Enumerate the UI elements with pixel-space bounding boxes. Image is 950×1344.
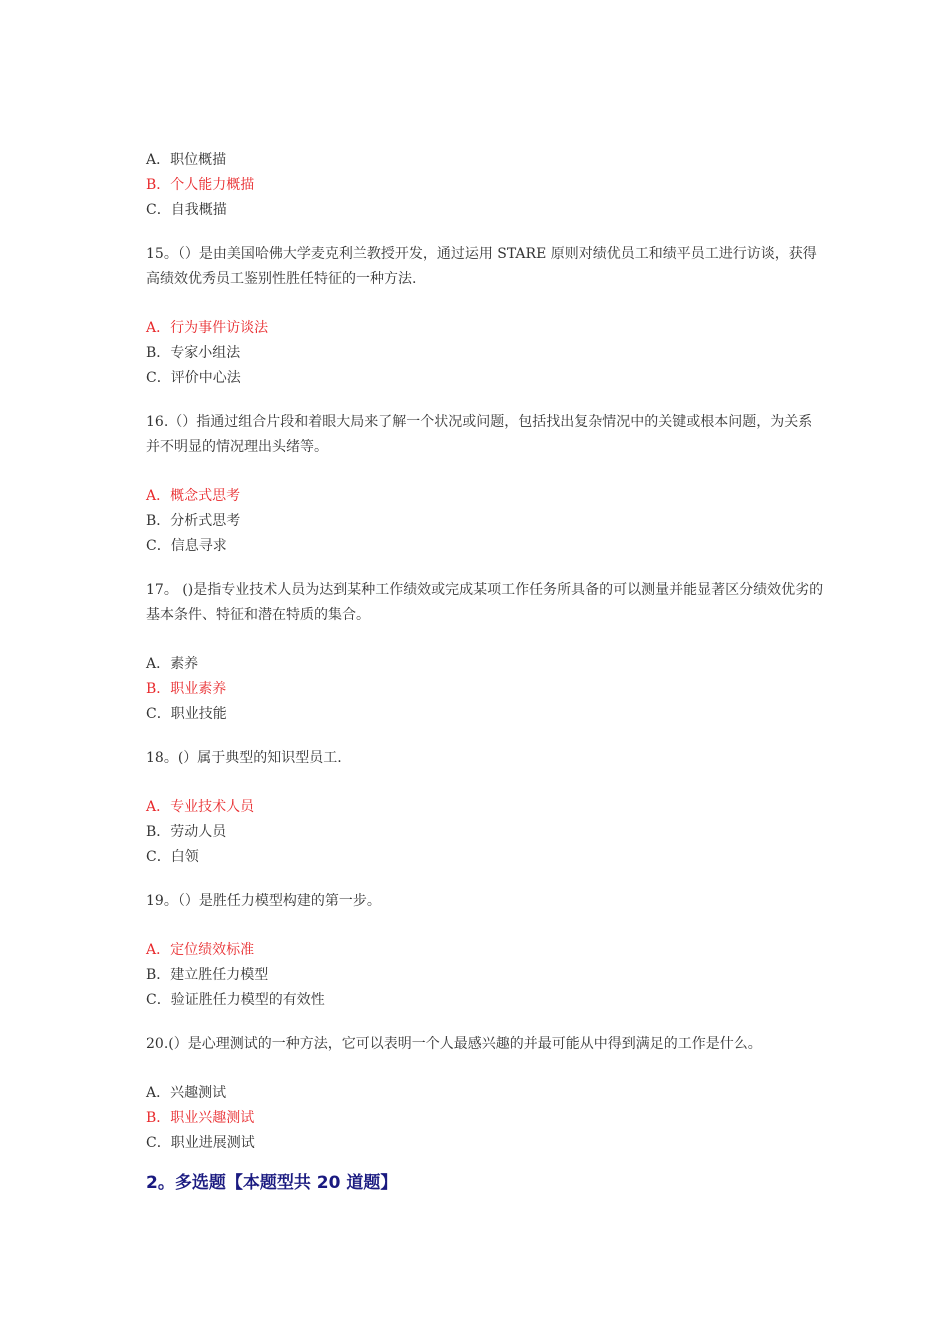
question-17 — [146, 578, 826, 727]
option-b-correct: B．职业素养 — [146, 681, 227, 697]
question-14-options — [146, 148, 826, 223]
question-list — [146, 148, 826, 1196]
question-16 — [146, 410, 826, 559]
option-b: B．建立胜任力模型 — [146, 967, 269, 983]
option-c: C．职业技能 — [146, 706, 227, 722]
option-a: A．兴趣测试 — [146, 1085, 227, 1101]
question-text: 19。（）是胜任力模型构建的第一步。 — [146, 893, 381, 909]
option-c: C．职业进展测试 — [146, 1135, 255, 1151]
question-18 — [146, 746, 826, 870]
option-b: B．分析式思考 — [146, 513, 241, 529]
option-c: C．信息寻求 — [146, 538, 227, 554]
option-a-correct: A．概念式思考 — [146, 488, 241, 504]
question-15 — [146, 242, 826, 391]
option-a-correct: A．定位绩效标准 — [146, 942, 255, 958]
option-a: A．职位概描 — [146, 152, 227, 168]
option-b: B．专家小组法 — [146, 345, 241, 361]
question-text: 18。(）属于典型的知识型员工. — [146, 750, 342, 766]
option-b-correct: B．职业兴趣测试 — [146, 1110, 255, 1126]
section-heading: 2。多选题【本题型共 20 道题】 — [146, 1173, 398, 1193]
option-a-correct: A．行为事件访谈法 — [146, 320, 269, 336]
question-text: 20.(）是心理测试的一种方法，它可以表明一个人最感兴趣的并最可能从中得到满足的工作是什么。 — [146, 1036, 762, 1052]
option-c: C．白领 — [146, 849, 199, 865]
option-b-correct: B．个人能力概描 — [146, 177, 255, 193]
option-b: B．劳动人员 — [146, 824, 227, 840]
question-20 — [146, 1032, 826, 1156]
question-19 — [146, 889, 826, 1013]
question-text: 17。 ()是指专业技术人员为达到某种工作绩效或完成某项工作任务所具备的可以测量并能显著区分绩效优劣的基本条件、特征和潜在特质的集合。 — [146, 582, 824, 623]
option-c: C．评价中心法 — [146, 370, 241, 386]
question-text: 16.（）指通过组合片段和着眼大局来了解一个状况或问题，包括找出复杂情况中的关键或根本问题，为关系并不明显的情况理出头绪等。 — [146, 414, 813, 455]
option-c: C．自我概描 — [146, 202, 227, 218]
question-text: 15。（）是由美国哈佛大学麦克利兰教授开发，通过运用 STARE 原则对绩优员工和绩平员工进行访谈，获得高绩效优秀员工鉴别性胜任特征的一种方法. — [146, 246, 817, 287]
option-a: A．素养 — [146, 656, 199, 672]
option-a-correct: A．专业技术人员 — [146, 799, 255, 815]
option-c: C．验证胜任力模型的有效性 — [146, 992, 325, 1008]
